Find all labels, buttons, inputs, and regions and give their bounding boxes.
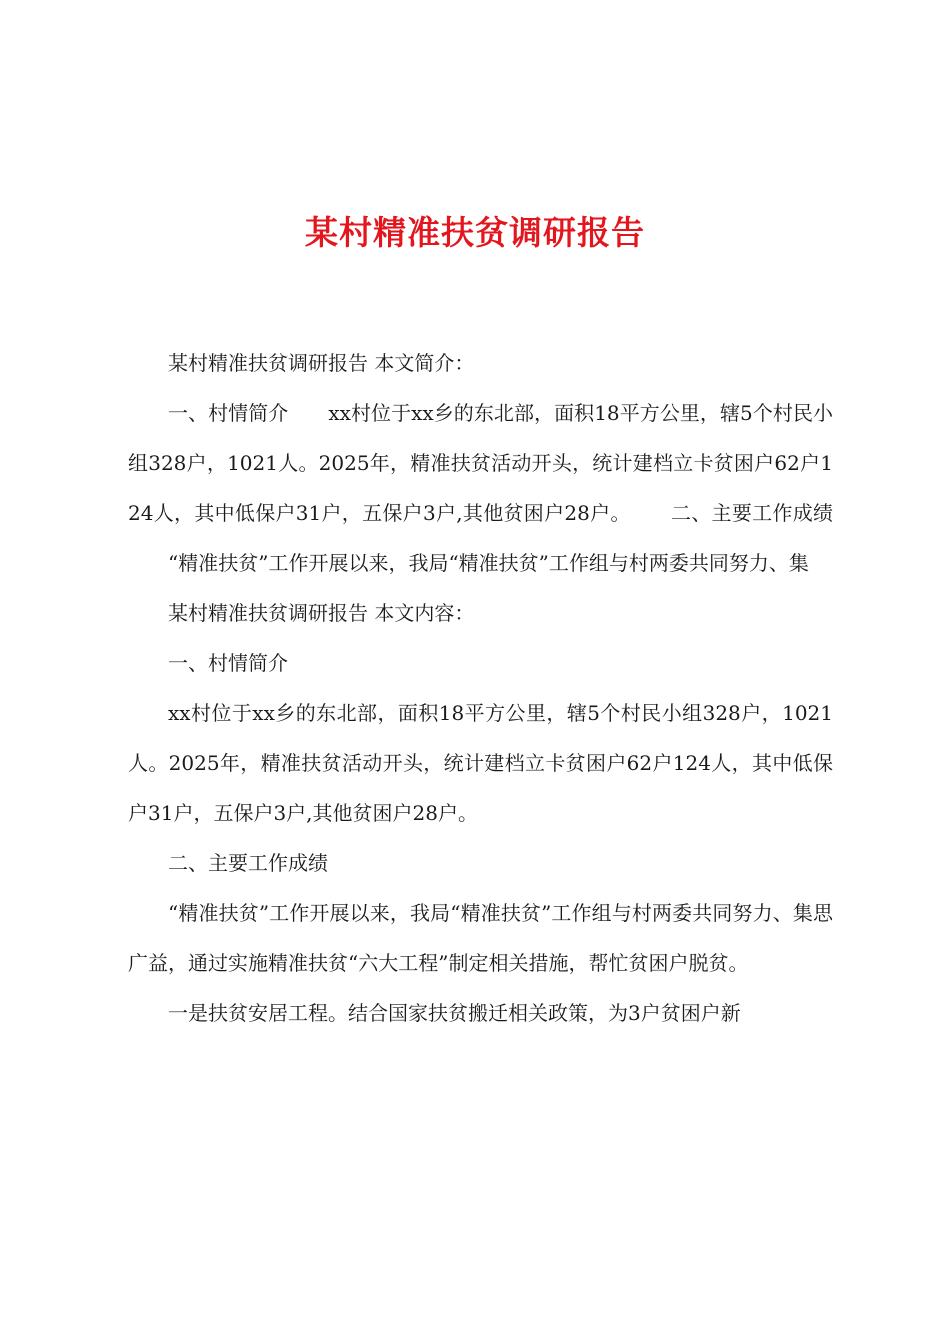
content-heading: 某村精准扶贫调研报告 本文内容：	[168, 601, 475, 625]
section-2-item-1: 一是扶贫安居工程。结合国家扶贫搬迁相关政策，为3户贫困户新	[168, 1001, 741, 1025]
summary-heading: 某村精准扶贫调研报告 本文简介：	[168, 351, 475, 375]
section-1-body: xx村位于xx乡的东北部，面积18平方公里，辖5个村民小组328户，1021人。2025年，精准扶贫活动开头，统计建档立卡贫困户62户124人，其中低保户31户，五保户3户,其他贫困户28户。	[128, 701, 833, 825]
document-title: 某村精准扶贫调研报告	[305, 213, 645, 252]
summary-section-1-heading: 一、村情简介	[168, 401, 289, 425]
summary-section-1-text: xx村位于xx乡的东北部，面积18平方公里，辖5个村民小组328户，1021人。2025年，精准扶贫活动开头，统计建档立卡贫困户62户124人，其中低保户31户，五保户3户,其他贫困户28户。	[128, 401, 833, 525]
document-body	[128, 338, 833, 1038]
summary-section-2-text: “精准扶贫”工作开展以来，我局“精准扶贫”工作组与村两委共同努力、集	[168, 551, 809, 575]
section-1-heading: 一、村情简介	[168, 651, 288, 675]
section-2-heading: 二、主要工作成绩	[168, 851, 328, 875]
section-2-body: “精准扶贫”工作开展以来，我局“精准扶贫”工作组与村两委共同努力、集思广益，通过实施精准扶贫“六大工程”制定相关措施，帮忙贫困户脱贫。	[128, 901, 833, 975]
summary-section-2-heading: 二、主要工作成绩	[670, 501, 834, 525]
summary-body	[128, 388, 833, 588]
